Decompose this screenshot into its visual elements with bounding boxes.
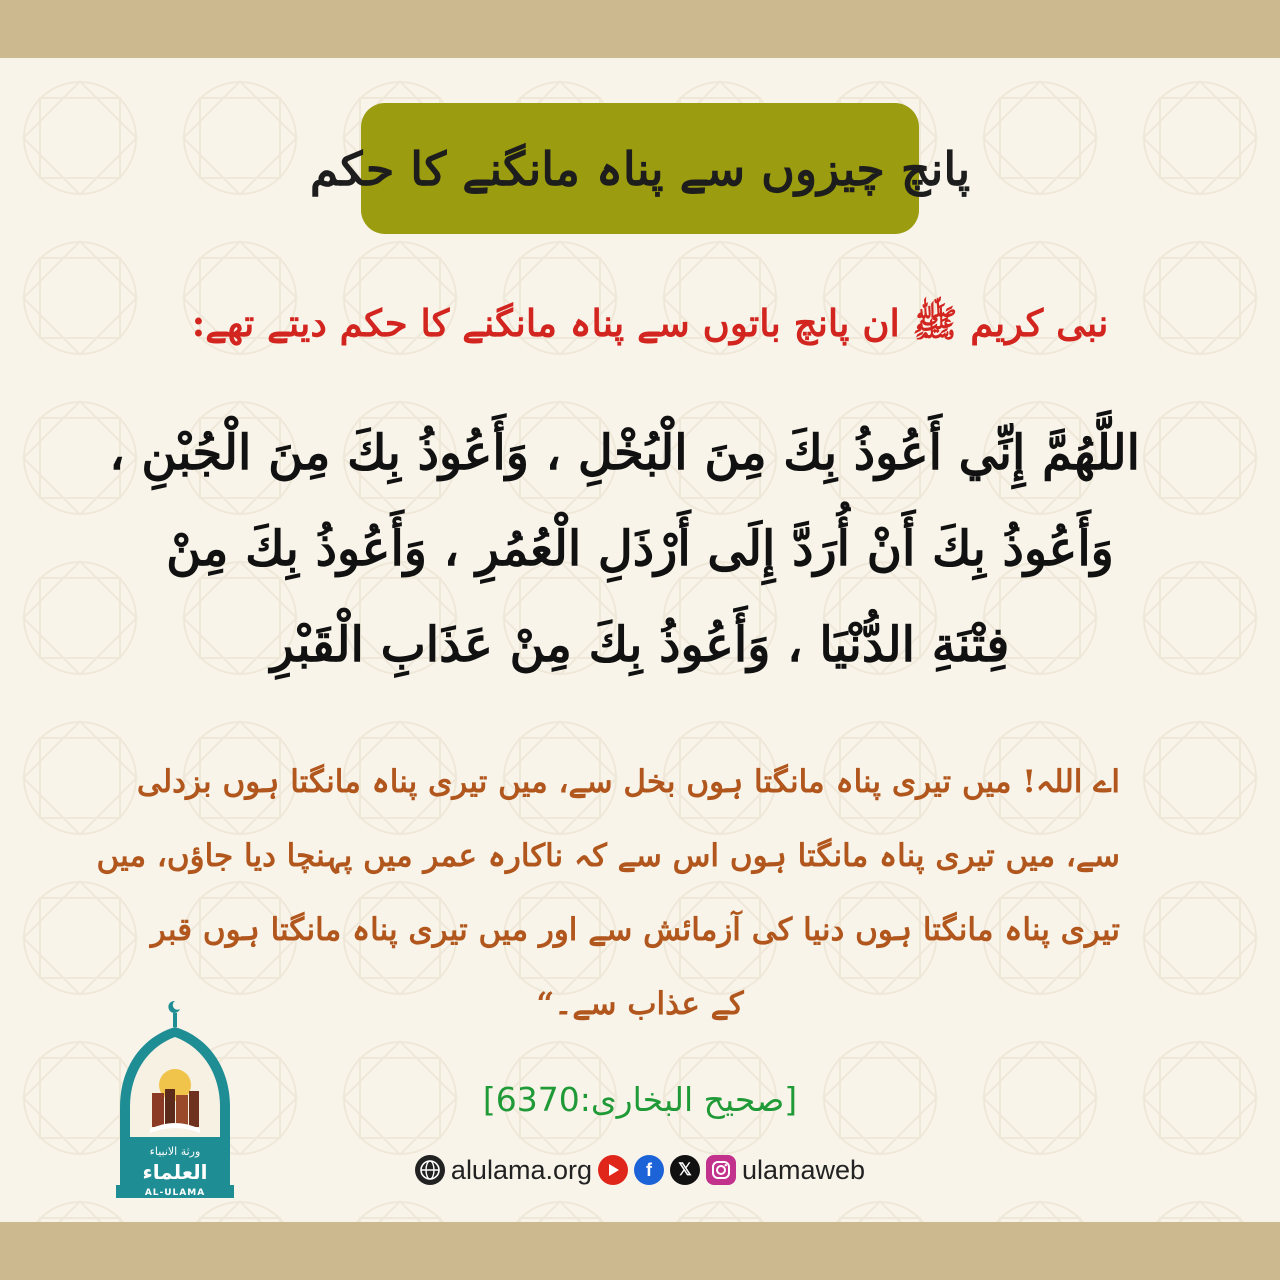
bottom-band [0,1222,1280,1280]
dua-line: فِتْنَةِ الدُّنْيَا ، وَأَعُوذُ بِكَ مِنْ عَذَابِ الْقَبْرِ [270,617,1010,673]
arabic-dua [109,405,1140,693]
title-banner [309,103,971,234]
dua-line: وَأَعُوذُ بِكَ أَنْ أُرَدَّ إِلَى أَرْذَلِ الْعُمُرِ ، وَأَعُوذُ بِكَ مِنْ [166,521,1114,577]
translation-line: اے اللہ! میں تیری پناہ مانگتا ہوں بخل سے، میں تیری پناہ مانگتا ہوں بزدلی [136,764,1120,800]
social-footer [380,1148,900,1192]
hadith-reference [390,1075,890,1125]
al-ulama-logo [112,997,238,1199]
globe-icon[interactable] [415,1155,445,1185]
translation-line: سے، میں تیری پناہ مانگتا ہوں اس سے کہ ناکارہ عمر میں پہنچا دیا جاؤں، میں [96,838,1120,874]
urdu-translation [96,745,1120,1041]
instagram-icon[interactable] [706,1155,736,1185]
logo-arabic-main: العلماء [142,1160,208,1184]
reference-text: [صحیح البخاری:6370] [482,1080,798,1119]
intro-line: نبی کریم ﷺ ان پانچ باتوں سے پناہ مانگنے کا حکم دیتے تھے: [191,301,1109,345]
website-link[interactable]: alulama.org [450,1154,592,1185]
social-handle[interactable]: ulamaweb [742,1154,866,1185]
youtube-icon[interactable] [598,1155,628,1185]
facebook-icon[interactable]: f [634,1155,664,1185]
x-icon[interactable]: 𝕏 [670,1155,700,1185]
translation-line: تیری پناہ مانگتا ہوں دنیا کی آزمائش سے اور میں تیری پناہ مانگتا ہوں قبر [150,912,1120,948]
translation-line: کے عذاب سے۔“ [536,986,744,1022]
page-title: پانچ چیزوں سے پناہ مانگنے کا حکم [309,141,971,196]
logo-latin: AL-ULAMA [144,1188,206,1198]
top-band [0,0,1280,58]
logo-arabic-upper: ورثة الانبياء [149,1145,201,1158]
dua-line: اللَّهُمَّ إِنِّي أَعُوذُ بِكَ مِنَ الْبُخْلِ ، وَأَعُوذُ بِكَ مِنَ الْجُبْنِ ، [109,425,1140,481]
